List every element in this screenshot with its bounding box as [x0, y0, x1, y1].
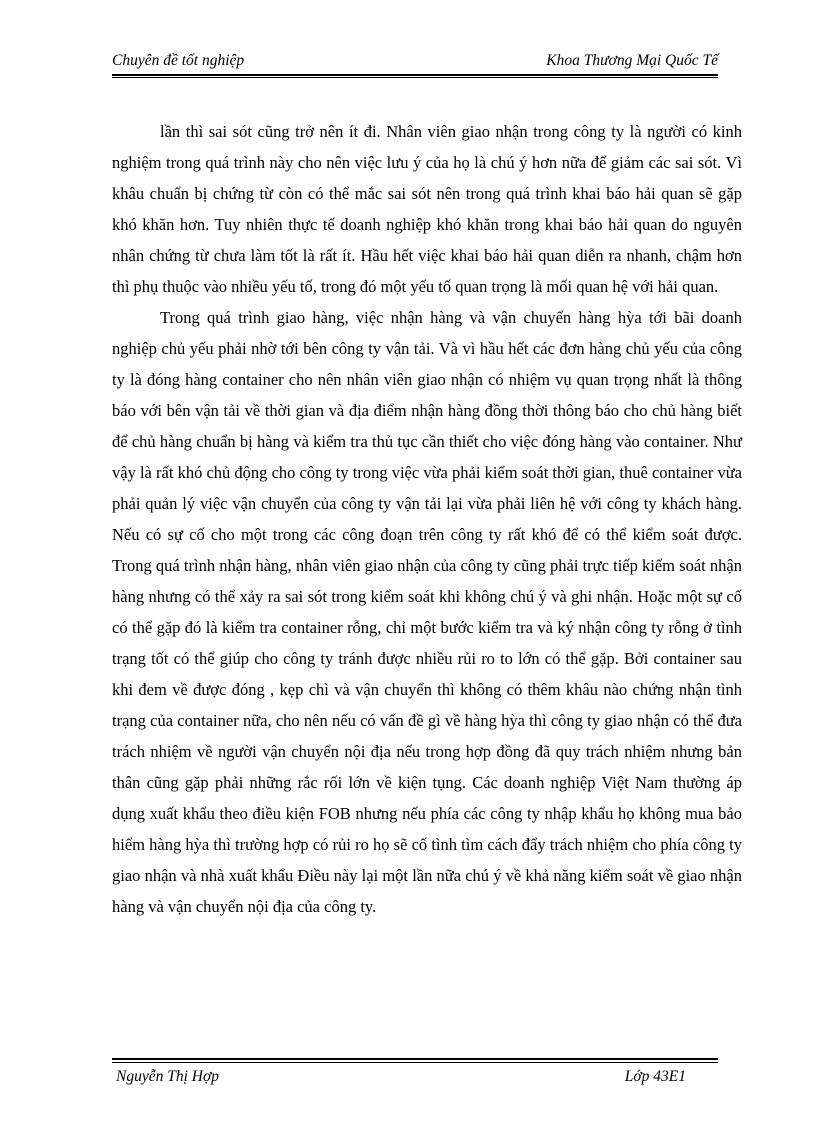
- header-left-title: Chuyên đề tốt nghiệp: [112, 52, 245, 69]
- page-footer: [116, 1068, 686, 1090]
- paragraph-2: Trong quá trình giao hàng, việc nhận hàng và vận chuyển hàng hỳa tới bãi doanh nghiệp chủ yếu phải nhờ tới bên công ty vận tải. Và vì hầu hết các đơn hàng chủ yếu của công ty là đóng hàng container cho nên nhân viên giao nhận có nhiệm vụ quan trọng nhất là thông báo với bên vận tải về thời gian và địa điểm nhận hàng đồng thời thông báo cho chủ hàng biết để chủ hàng chuẩn bị hàng và kiểm tra thủ tục cần thiết cho việc đóng hàng vào container. Như vậy là rất khó chủ động cho công ty trong việc vừa phải kiểm soát thời gian, thuê container vừa phải quản lý việc vận chuyển của công ty vận tải lại vừa phải liên hệ với công ty khách hàng. Nếu có sự cố cho một trong các công đoạn trên công ty rất khó để có thể kiểm soát được. Trong quá trình nhận hàng, nhân viên giao nhận của công ty cũng phải trực tiếp kiểm soát nhận hàng nhưng có thể xảy ra sai sót trong kiểm soát khi không chú ý và ghi nhận. Hoặc một sự cố có thể gặp đó là kiểm tra container rỗng, chỉ một bước kiểm tra và ký nhận công ty rỗng ở tình trạng tốt có thể giúp cho công ty tránh được nhiều rủi ro to lớn có thể gặp. Bởi container sau khi đem về được đóng , kẹp chì và vận chuyển thì không có thêm khâu nào chứng nhận tình trạng của container nữa, cho nên nếu có vấn đề gì về hàng hỳa thì công ty giao nhận có thể đưa trách nhiệm về người vận chuyển nội địa nếu trong hợp đồng đã quy trách nhiệm nhưng bản thân cũng gặp phải những rắc rối lớn về kiện tụng. Các doanh nghiệp Việt Nam thường áp dụng xuất khẩu theo điều kiện FOB nhưng nếu phía các công ty nhập khẩu họ không mua bảo hiểm hàng hỳa thì trường hợp có rủi ro họ sẽ cố tình tìm cách đẩy trách nhiệm cho phía công ty giao nhận và nhà xuất khẩu Điều này lại một lần nữa chú ý về khả năng kiểm soát về giao nhận hàng và vận chuyển nội địa của công ty.: [112, 308, 742, 916]
- paragraph-1: lần thì sai sót cũng trở nên ít đi. Nhân viên giao nhận trong công ty là người có kinh nghiệm trong quá trình này cho nên việc lưu ý của họ là chú ý hơn nữa để giảm các sai sót. Vì khâu chuẩn bị chứng từ còn có thể mắc sai sót nên trong quá trình khai báo hải quan sẽ gặp khó khăn hơn. Tuy nhiên thực tế doanh nghiệp khó khăn trong khai báo hải quan do nguyên nhân chứng từ chưa làm tốt là rất ít. Hầu hết việc khai báo hải quan diễn ra nhanh, chậm hơn thì phụ thuộc vào nhiều yếu tố, trong đó một yếu tố quan trọng là mối quan hệ với hải quan.: [112, 122, 742, 296]
- header-right-title: Khoa Thương Mại Quốc Tế: [546, 52, 718, 69]
- footer-class: Lớp 43E1: [624, 1068, 686, 1085]
- header-rule-thin: [112, 77, 718, 78]
- document-body: [112, 116, 742, 922]
- header-rule: [112, 74, 718, 76]
- page-header: [112, 52, 718, 74]
- footer-author: Nguyễn Thị Hợp: [116, 1068, 219, 1085]
- footer-rule: [112, 1058, 718, 1060]
- footer-rule-thin: [112, 1062, 718, 1063]
